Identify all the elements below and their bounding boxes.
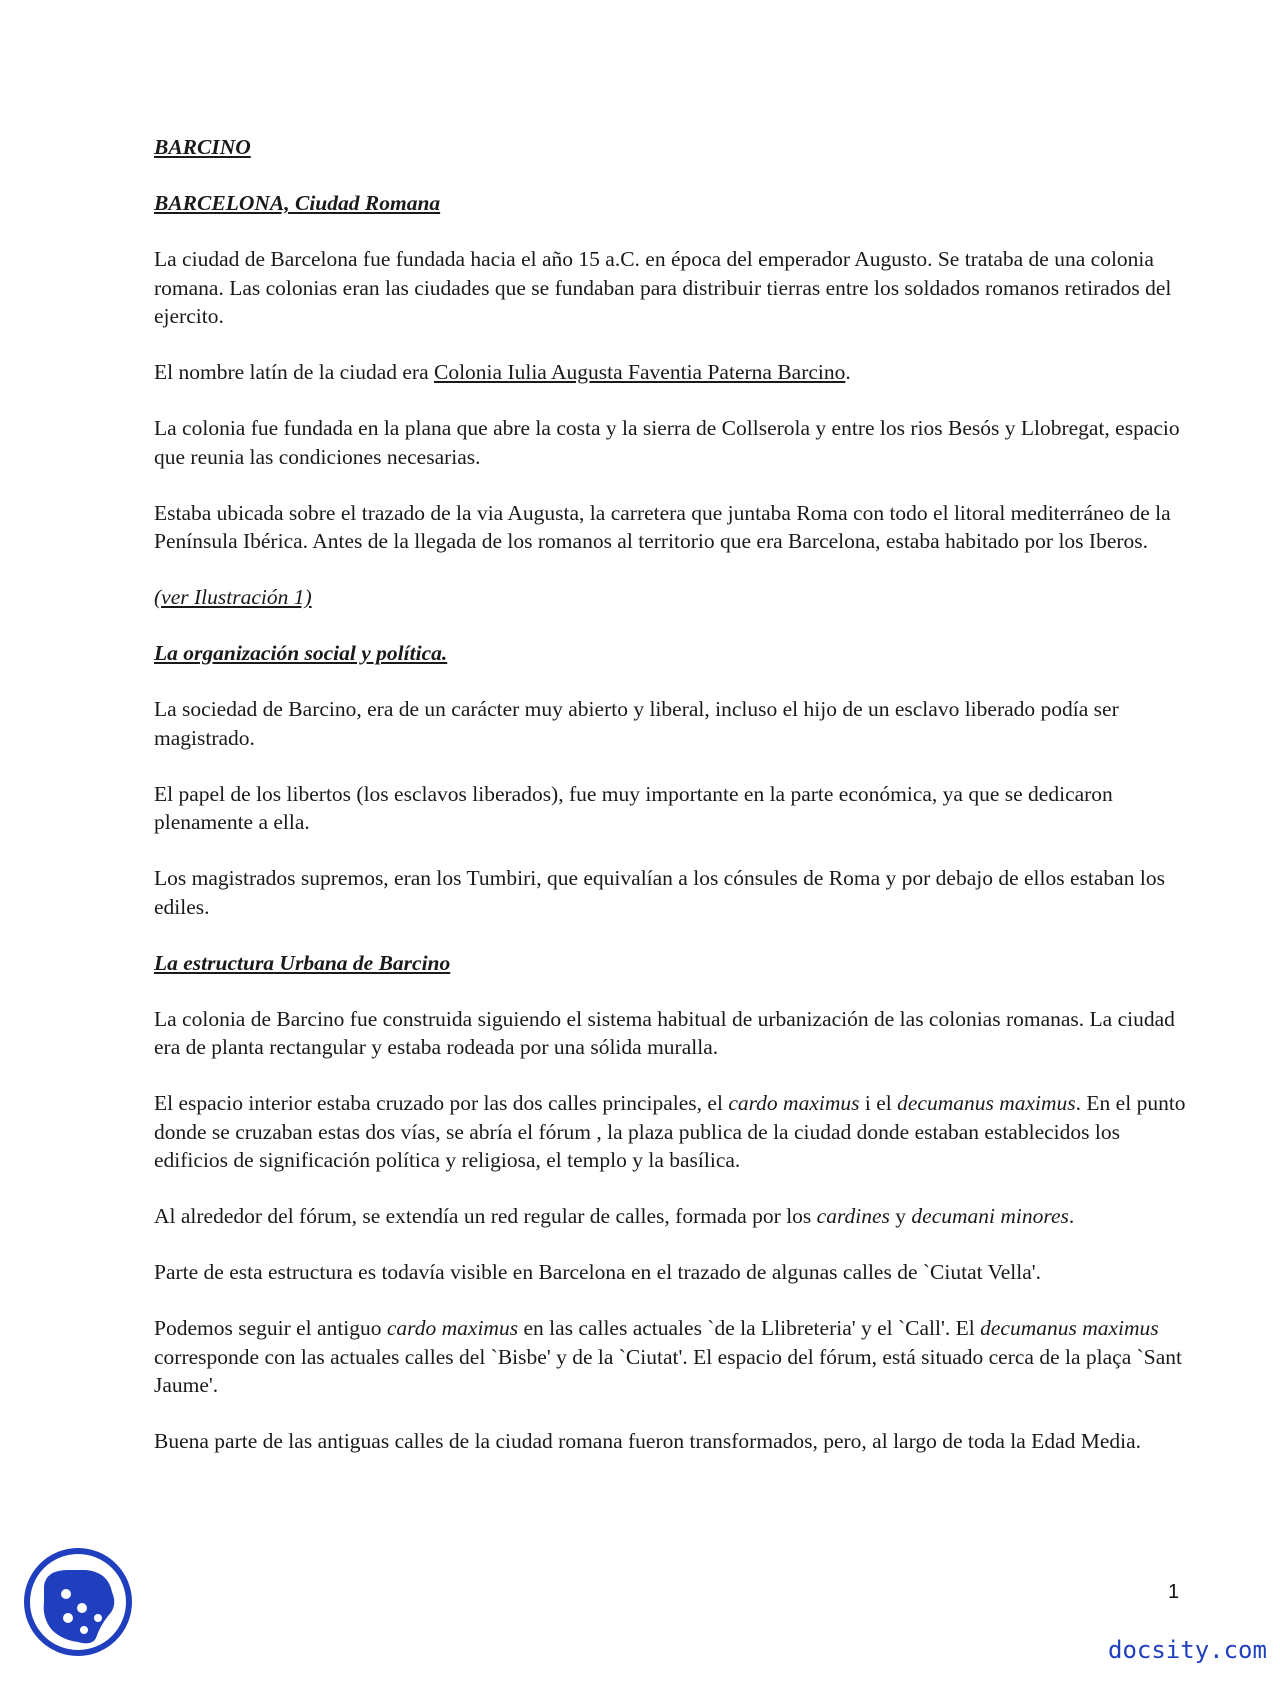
text-segment: Al alrededor del fórum, se extendía un red regular de calles, formada por los: [154, 1204, 817, 1228]
paragraph-libertos: El papel de los libertos (los esclavos liberados), fue muy importante en la parte económica, ya que se dedicaron plenamente a ella.: [154, 781, 1113, 834]
paragraph-street-network: [154, 1202, 1186, 1231]
latin-name-suffix: .: [845, 360, 851, 384]
text-segment: en las calles actuales `de la Llibreteria' y el `Call'. El: [518, 1316, 981, 1340]
text-segment: Podemos seguir el antiguo: [154, 1316, 387, 1340]
term-decumanus-maximus: decumanus maximus: [897, 1091, 1076, 1115]
paragraph-foundation: La ciudad de Barcelona fue fundada hacia el año 15 a.C. en época del emperador Augusto. Se trataba de una colonia romana. Las colonias eran las ciudades que se fundaban para distribuir tierras entre los soldados romanos retirados del ejercito.: [154, 247, 1172, 328]
document-subtitle: BARCELONA, Ciudad Romana: [154, 191, 441, 215]
text-segment: corresponde con las actuales calles del `Bisbe' y de la `Ciutat'. El espacio del fórum, está situado cerca de la plaça `Sant Jaume'.: [154, 1344, 1183, 1397]
section-heading-urban: La estructura Urbana de Barcino: [154, 950, 451, 975]
text-segment: i el: [859, 1091, 898, 1115]
page-number: 1: [1168, 1581, 1180, 1603]
docsity-site-link[interactable]: docsity.com: [1108, 1636, 1267, 1664]
paragraph-magistrados: Los magistrados supremos, eran los Tumbiri, que equivalían a los cónsules de Roma y por debajo de ellos estaban los ediles.: [154, 866, 1165, 919]
document-body: [154, 133, 1186, 1483]
section-heading-social: La organización social y política.: [154, 641, 448, 665]
paragraph-latin-name: [154, 358, 1186, 387]
term-cardo-maximus: cardo maximus: [386, 1316, 519, 1340]
term-decumanus-maximus: decumanus maximus: [980, 1316, 1159, 1340]
docsity-logo-icon[interactable]: [22, 1546, 134, 1658]
text-segment: El espacio interior estaba cruzado por las dos calles principales, el: [154, 1091, 729, 1115]
paragraph-modern-streets: [154, 1314, 1186, 1400]
paragraph-via-augusta: Estaba ubicada sobre el trazado de la via Augusta, la carretera que juntaba Roma con todo el litoral mediterráneo de la Península Ibérica. Antes de la llegada de los romanos al territorio que era Barcelona, estaba habitado por los Iberos.: [154, 500, 1171, 553]
paragraph-main-streets: [154, 1089, 1186, 1175]
paragraph-urbanization: La colonia de Barcino fue construida siguiendo el sistema habitual de urbanización de las colonias romanas. La ciudad era de planta rectangular y estaba rodeada por una sólida muralla.: [154, 1006, 1175, 1059]
text-segment: . En el punto donde se cruzaban estas dos vías, se abría el fórum , la plaza publica de la ciudad donde estaban establecidos los edificios de significación política y religiosa, el templo y la basílica.: [154, 1091, 1186, 1172]
document-title: BARCINO: [154, 135, 251, 159]
paragraph-society: La sociedad de Barcino, era de un carácter muy abierto y liberal, incluso el hijo de un esclavo liberado podía ser magistrado.: [154, 697, 1119, 750]
term-cardines: cardines: [816, 1204, 890, 1228]
term-cardo-maximus: cardo maximus: [728, 1091, 860, 1115]
paragraph-ciutat-vella: Parte de esta estructura es todavía visible en Barcelona en el trazado de algunas calles de `Ciutat Vella'.: [154, 1260, 1042, 1284]
paragraph-location: La colonia fue fundada en la plana que abre la costa y la sierra de Collserola y entre los rios Besós y Llobregat, espacio que reunia las condiciones necesarias.: [154, 416, 1180, 469]
latin-name-prefix: El nombre latín de la ciudad era: [154, 360, 434, 384]
paragraph-middle-ages: Buena parte de las antiguas calles de la ciudad romana fueron transformados, pero, al largo de toda la Edad Media.: [154, 1429, 1142, 1453]
term-decumani-minores: decumani minores: [911, 1204, 1069, 1228]
text-segment: .: [1068, 1204, 1075, 1228]
text-segment: y: [889, 1204, 912, 1228]
docsity-logo-graphic: [22, 1546, 134, 1658]
latin-name-link[interactable]: Colonia Iulia Augusta Faventia Paterna Barcino: [433, 360, 846, 384]
illustration-link[interactable]: (ver Ilustración 1): [154, 585, 312, 609]
